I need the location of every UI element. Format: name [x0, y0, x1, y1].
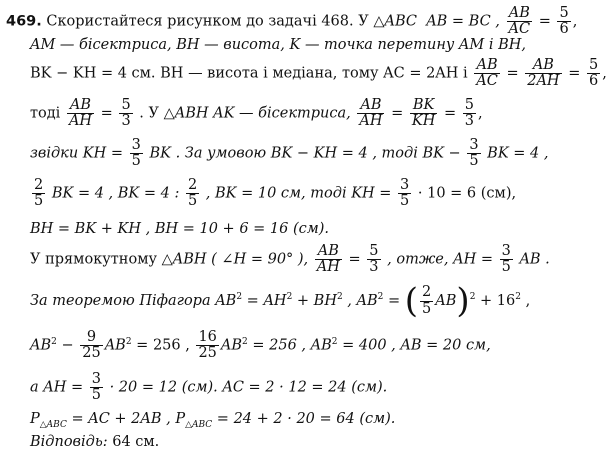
- exponent: 2: [377, 292, 384, 303]
- line-5: [30, 138, 548, 169]
- equals: =: [348, 251, 361, 268]
- line-4-text-b: . У: [139, 105, 159, 122]
- line-5-text-a: звідки KH =: [30, 145, 124, 162]
- fraction: $\frac{5}{6}$: [559, 5, 569, 38]
- line-8-text-d: AB .: [519, 251, 550, 268]
- fraction: $\frac{2}{5}$: [422, 284, 432, 317]
- line-4-text-a: тоді: [30, 105, 61, 122]
- exponent: 2: [515, 292, 521, 303]
- line-10: [30, 330, 491, 361]
- line-8-text-c: , отже, AH =: [387, 251, 493, 268]
- answer-value: 64 см.: [107, 434, 160, 450]
- line-10-text-a: AB: [30, 337, 52, 354]
- fraction: $\frac{5}{3}$: [121, 97, 131, 130]
- fraction: $\frac{AB}{AC}$: [476, 57, 498, 90]
- exponent: 2: [336, 292, 343, 303]
- line-9-text-h: + 16: [475, 293, 516, 309]
- exponent: 2: [125, 336, 132, 347]
- fraction: $\frac{5}{3}$: [464, 97, 474, 130]
- line-3: [30, 58, 607, 89]
- line-9: [30, 281, 531, 321]
- equals: =: [538, 13, 551, 30]
- perimeter-subscript: △ABC: [39, 419, 67, 430]
- line-1-text-c: AB = BC ,: [426, 13, 500, 30]
- line-10-text-e: AB: [220, 337, 243, 354]
- line-9-text-c: + BH: [292, 293, 337, 309]
- fraction: $\frac{AB}{2AH}$: [527, 57, 560, 90]
- line-2-text: AM — бісектриса, BH — висота, K — точка перетину AM і BH,: [30, 37, 526, 53]
- line-2: [30, 38, 526, 53]
- equals: =: [506, 65, 519, 82]
- line-6: [30, 178, 516, 209]
- triangle-symbol: △: [373, 13, 385, 30]
- exponent: 2: [242, 336, 248, 347]
- fraction: $\frac{2}{5}$: [34, 177, 44, 210]
- line-11-text-a: а AH =: [30, 379, 84, 396]
- fraction: $\frac{AB}{AH}$: [359, 97, 383, 130]
- left-paren: (: [404, 281, 419, 321]
- line-1-text-b: ABC: [384, 13, 417, 30]
- line-1: [6, 6, 577, 37]
- line-10-text-d: = 256 ,: [131, 337, 190, 354]
- line-11-text-b: · 20 = 12 (см). AC = 2 · 12 = 24 (см).: [109, 379, 388, 396]
- fraction: $\frac{2}{5}$: [187, 177, 198, 210]
- punct: ,: [602, 65, 607, 82]
- line-12: [30, 411, 396, 430]
- line-3-text-a: BK − KH = 4 см. BH — висота і медіана, тому AC = 2AH і: [30, 65, 468, 82]
- line-7-text: BH = BK + KH , BH = 10 + 6 = 16 (см).: [30, 221, 330, 237]
- equals: =: [383, 293, 401, 309]
- line-10-text-g: = 400 , AB = 20 см,: [337, 337, 491, 354]
- line-10-text-c: AB: [104, 337, 126, 354]
- fraction: $\frac{3}{5}$: [131, 137, 141, 170]
- fraction: $\frac{16}{25}$: [198, 329, 217, 362]
- triangle-symbol: △: [163, 105, 175, 122]
- exponent: 2: [236, 292, 243, 303]
- fraction: $\frac{3}{5}$: [91, 371, 101, 404]
- line-8-text-b: ABH ( ∠H = 90° ),: [172, 251, 309, 268]
- line-9-text-a: За теоремою Піфагора AB: [30, 293, 237, 309]
- line-8-text-a: У прямокутному: [30, 251, 158, 268]
- exponent: 2: [331, 336, 338, 347]
- line-6-text-b: , BK = 10 см, тоді KH =: [205, 185, 392, 202]
- line-10-text-b: −: [56, 337, 74, 354]
- line-6-text-c: · 10 = 6 (см),: [417, 185, 517, 202]
- fraction: $\frac{5}{6}$: [588, 57, 599, 90]
- equals: =: [100, 105, 113, 122]
- line-12-text-b: = 24 + 2 · 20 = 64 (см).: [212, 411, 396, 427]
- fraction: $\frac{AB}{AH}$: [316, 243, 340, 276]
- exponent: 2: [286, 292, 293, 303]
- exponent: 2: [51, 336, 57, 347]
- line-8: [30, 244, 550, 275]
- answer-label: Відповідь:: [30, 434, 108, 450]
- line-1-text-a: Скористайтеся рисунком до задачі 468. У: [46, 13, 369, 30]
- line-5-text-c: BK = 4 ,: [487, 145, 549, 162]
- exponent: 2: [469, 292, 476, 303]
- fraction: $\frac{3}{5}$: [400, 177, 410, 210]
- line-7: [30, 222, 329, 237]
- line-9-text-b: = AH: [242, 293, 287, 309]
- perimeter-symbol: P: [30, 411, 40, 427]
- fraction: $\frac{AB}{AC}$: [508, 5, 531, 38]
- fraction: $\frac{AB}{AH}$: [68, 97, 93, 130]
- line-4: [30, 98, 483, 129]
- line-9-text-d: , AB: [342, 293, 378, 309]
- line-9-text-g: AB: [435, 293, 457, 309]
- fraction: $\frac{BK}{KH}$: [411, 97, 436, 130]
- punct: ,: [477, 105, 483, 122]
- equals: =: [443, 105, 457, 122]
- answer-line: [30, 435, 159, 450]
- fraction: $\frac{3}{5}$: [501, 243, 511, 276]
- punct: ,: [572, 13, 578, 30]
- line-4-text-c: ABH AK — бісектриса,: [174, 105, 351, 122]
- line-10-text-f: = 256 , AB: [247, 337, 332, 354]
- triangle-symbol: △: [161, 251, 173, 268]
- equals: =: [568, 65, 581, 82]
- perimeter-symbol: P: [175, 411, 186, 427]
- perimeter-subscript: △ABC: [185, 419, 213, 430]
- punct: ,: [520, 293, 531, 309]
- line-11: [30, 372, 387, 403]
- fraction: $\frac{5}{3}$: [369, 243, 379, 276]
- right-paren: ): [456, 281, 470, 321]
- problem-number: 469.: [6, 13, 42, 30]
- line-12-text-a: = AC + 2AB ,: [66, 411, 176, 427]
- line-6-text-a: BK = 4 , BK = 4 :: [51, 185, 180, 202]
- line-5-text-b: BK . За умовою BK − KH = 4 , тоді BK −: [149, 145, 461, 162]
- fraction: $\frac{3}{5}$: [469, 137, 479, 170]
- equals: =: [391, 105, 404, 122]
- fraction: $\frac{9}{25}$: [82, 329, 101, 362]
